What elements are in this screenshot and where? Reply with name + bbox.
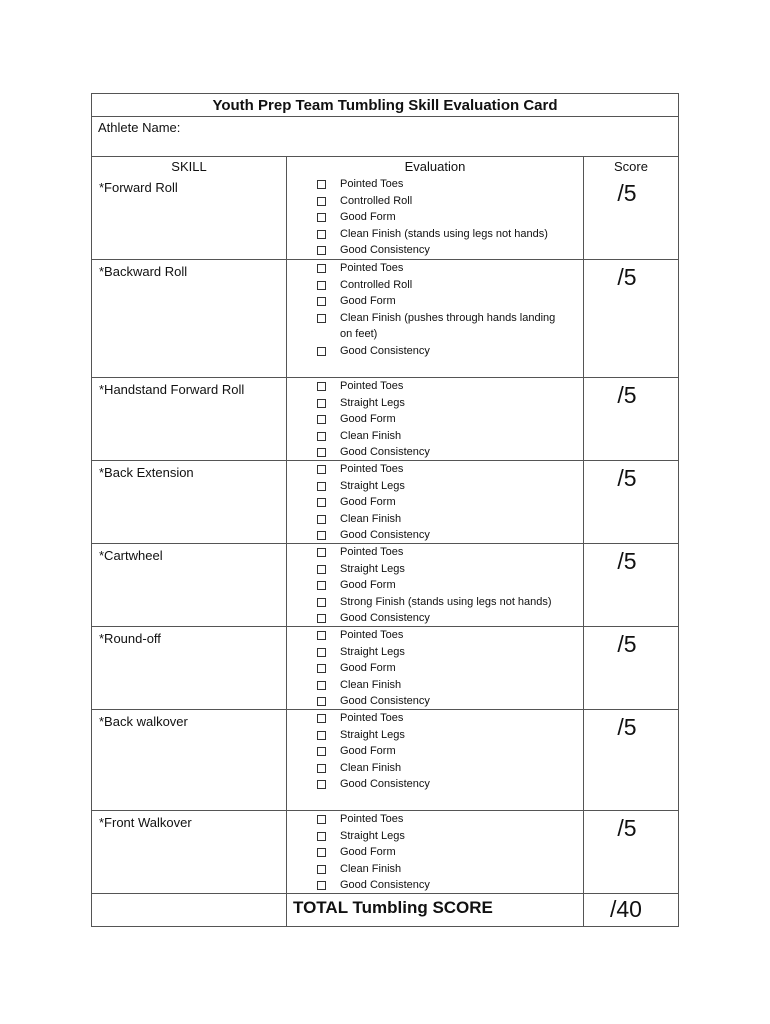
criterion-label: Clean Finish bbox=[340, 862, 402, 875]
skill-row bbox=[92, 709, 678, 810]
criterion-item bbox=[287, 828, 583, 845]
skill-rows bbox=[92, 176, 678, 893]
criterion-item bbox=[287, 461, 583, 478]
skill-name: *Front Walkover bbox=[92, 811, 287, 893]
skill-score[interactable]: /5 bbox=[617, 815, 637, 841]
checkbox[interactable] bbox=[317, 297, 326, 306]
criterion-item bbox=[287, 627, 583, 644]
skill-score[interactable]: /5 bbox=[617, 382, 637, 408]
criterion-label: Clean Finish bbox=[340, 761, 402, 774]
criterion-item bbox=[287, 343, 583, 360]
criterion-item bbox=[287, 378, 583, 395]
skill-row bbox=[92, 259, 678, 377]
checkbox[interactable] bbox=[317, 314, 326, 323]
skill-score[interactable]: /5 bbox=[617, 180, 637, 206]
criterion-item bbox=[287, 677, 583, 694]
criterion-item bbox=[287, 444, 583, 461]
checkbox[interactable] bbox=[317, 681, 326, 690]
criterion-label: Straight Legs bbox=[340, 562, 405, 575]
criteria-list bbox=[287, 710, 583, 793]
skill-row bbox=[92, 626, 678, 709]
total-score: /40 bbox=[610, 896, 642, 922]
checkbox[interactable] bbox=[317, 415, 326, 424]
criteria-cell bbox=[287, 627, 584, 709]
checkbox[interactable] bbox=[317, 565, 326, 574]
criterion-item bbox=[287, 877, 583, 894]
criterion-item bbox=[287, 395, 583, 412]
criteria-list bbox=[287, 260, 583, 359]
skill-row bbox=[92, 176, 678, 259]
criterion-label: Good Consistency bbox=[340, 244, 430, 256]
criterion-label: Good Form bbox=[340, 295, 396, 307]
criterion-item bbox=[287, 561, 583, 578]
criterion-item bbox=[287, 760, 583, 777]
skill-row bbox=[92, 810, 678, 893]
criteria-cell bbox=[287, 176, 584, 259]
criterion-label: Clean Finish (stands using legs not hands) bbox=[340, 227, 548, 240]
checkbox[interactable] bbox=[317, 731, 326, 740]
checkbox[interactable] bbox=[317, 448, 326, 457]
skill-score[interactable]: /5 bbox=[617, 548, 637, 574]
criterion-label: Clean Finish (pushes through hands landing on feet) bbox=[340, 311, 556, 340]
criterion-label: Good Form bbox=[340, 846, 396, 858]
criterion-label: Pointed Toes bbox=[340, 380, 404, 392]
criteria-cell bbox=[287, 811, 584, 893]
skill-name: *Backward Roll bbox=[92, 260, 287, 377]
skill-score[interactable]: /5 bbox=[617, 465, 637, 491]
criteria-list bbox=[287, 378, 583, 461]
checkbox[interactable] bbox=[317, 399, 326, 408]
criterion-label: Good Form bbox=[340, 662, 396, 674]
criterion-item bbox=[287, 176, 583, 193]
header-skill: SKILL bbox=[92, 157, 287, 176]
criterion-item bbox=[287, 710, 583, 727]
criterion-item bbox=[287, 743, 583, 760]
skill-name: *Forward Roll bbox=[92, 176, 287, 259]
checkbox[interactable] bbox=[317, 598, 326, 607]
criterion-label: Clean Finish bbox=[340, 512, 402, 525]
criterion-item bbox=[287, 644, 583, 661]
criterion-item bbox=[287, 527, 583, 544]
checkbox[interactable] bbox=[317, 581, 326, 590]
checkbox[interactable] bbox=[317, 631, 326, 640]
criterion-label: Good Consistency bbox=[340, 529, 430, 541]
skill-name: *Handstand Forward Roll bbox=[92, 378, 287, 460]
criterion-label: Pointed Toes bbox=[340, 546, 404, 558]
criterion-label: Good Form bbox=[340, 496, 396, 508]
checkbox[interactable] bbox=[317, 213, 326, 222]
checkbox[interactable] bbox=[317, 230, 326, 239]
checkbox[interactable] bbox=[317, 614, 326, 623]
criterion-label: Pointed Toes bbox=[340, 463, 404, 475]
criteria-list bbox=[287, 544, 583, 627]
total-label: TOTAL Tumbling SCORE bbox=[287, 894, 584, 926]
checkbox[interactable] bbox=[317, 815, 326, 824]
criterion-label: Clean Finish bbox=[340, 429, 402, 442]
checkbox[interactable] bbox=[317, 848, 326, 857]
criteria-cell bbox=[287, 378, 584, 460]
checkbox[interactable] bbox=[317, 548, 326, 557]
checkbox[interactable] bbox=[317, 780, 326, 789]
criterion-item bbox=[287, 277, 583, 294]
athlete-name-label: Athlete Name: bbox=[98, 120, 181, 135]
checkbox[interactable] bbox=[317, 432, 326, 441]
checkbox[interactable] bbox=[317, 881, 326, 890]
criterion-label: Good Consistency bbox=[340, 612, 430, 624]
criterion-label: Pointed Toes bbox=[340, 262, 404, 274]
criterion-label: Good Consistency bbox=[340, 695, 430, 707]
checkbox[interactable] bbox=[317, 832, 326, 841]
skill-name: *Back Extension bbox=[92, 461, 287, 543]
criterion-label: Good Form bbox=[340, 579, 396, 591]
criterion-label: Good Consistency bbox=[340, 879, 430, 891]
criterion-item bbox=[287, 610, 583, 627]
checkbox[interactable] bbox=[317, 246, 326, 255]
criterion-item bbox=[287, 693, 583, 710]
criterion-item bbox=[287, 727, 583, 744]
skill-row bbox=[92, 377, 678, 460]
checkbox[interactable] bbox=[317, 465, 326, 474]
skill-name: *Back walkover bbox=[92, 710, 287, 810]
criterion-item bbox=[287, 594, 583, 611]
header-evaluation: Evaluation bbox=[287, 157, 584, 176]
criterion-label: Good Form bbox=[340, 413, 396, 425]
criteria-list bbox=[287, 176, 583, 259]
card-title: Youth Prep Team Tumbling Skill Evaluation Card bbox=[212, 96, 558, 114]
checkbox[interactable] bbox=[317, 714, 326, 723]
checkbox[interactable] bbox=[317, 264, 326, 273]
criterion-label: Good Consistency bbox=[340, 344, 430, 357]
criterion-item bbox=[287, 209, 583, 226]
criterion-item bbox=[287, 544, 583, 561]
skill-score[interactable]: /5 bbox=[617, 631, 637, 657]
criterion-item bbox=[287, 293, 583, 310]
criterion-item bbox=[287, 478, 583, 495]
criterion-item bbox=[287, 660, 583, 677]
criterion-label: Straight Legs bbox=[340, 728, 405, 741]
criterion-item bbox=[287, 411, 583, 428]
table-header bbox=[92, 156, 678, 176]
criterion-label: Strong Finish (stands using legs not hands) bbox=[340, 595, 552, 608]
criteria-cell bbox=[287, 461, 584, 543]
skill-name: *Round-off bbox=[92, 627, 287, 709]
criterion-label: Pointed Toes bbox=[340, 629, 404, 641]
skill-row bbox=[92, 543, 678, 626]
criteria-list bbox=[287, 627, 583, 710]
checkbox[interactable] bbox=[317, 664, 326, 673]
criterion-item bbox=[287, 776, 583, 793]
skill-score[interactable]: /5 bbox=[617, 714, 637, 740]
criterion-label: Good Consistency bbox=[340, 446, 430, 458]
criterion-label: Good Form bbox=[340, 745, 396, 757]
skill-score[interactable]: /5 bbox=[617, 264, 637, 290]
criterion-item bbox=[287, 511, 583, 528]
criterion-item bbox=[287, 226, 583, 243]
criterion-item bbox=[287, 242, 583, 259]
criterion-label: Controlled Roll bbox=[340, 278, 413, 291]
criterion-item bbox=[287, 577, 583, 594]
evaluation-card bbox=[91, 93, 679, 927]
checkbox[interactable] bbox=[317, 697, 326, 706]
criterion-item bbox=[287, 494, 583, 511]
checkbox[interactable] bbox=[317, 281, 326, 290]
criterion-label: Clean Finish bbox=[340, 678, 402, 691]
criteria-cell bbox=[287, 544, 584, 626]
checkbox[interactable] bbox=[317, 197, 326, 206]
criterion-label: Straight Legs bbox=[340, 479, 405, 492]
criterion-item bbox=[287, 844, 583, 861]
criterion-item bbox=[287, 260, 583, 277]
criterion-label: Pointed Toes bbox=[340, 712, 404, 724]
skill-row bbox=[92, 460, 678, 543]
checkbox[interactable] bbox=[317, 515, 326, 524]
total-row bbox=[92, 893, 678, 926]
criterion-label: Good Form bbox=[340, 211, 396, 223]
criteria-cell bbox=[287, 260, 584, 377]
skill-name: *Cartwheel bbox=[92, 544, 287, 626]
checkbox[interactable] bbox=[317, 531, 326, 540]
criterion-item bbox=[287, 861, 583, 878]
criteria-list bbox=[287, 811, 583, 894]
criterion-label: Pointed Toes bbox=[340, 178, 404, 190]
checkbox[interactable] bbox=[317, 180, 326, 189]
criteria-list bbox=[287, 461, 583, 544]
checkbox[interactable] bbox=[317, 347, 326, 356]
criterion-label: Pointed Toes bbox=[340, 813, 404, 825]
checkbox[interactable] bbox=[317, 865, 326, 874]
checkbox[interactable] bbox=[317, 482, 326, 491]
athlete-name-field[interactable] bbox=[92, 116, 678, 156]
criterion-label: Straight Legs bbox=[340, 829, 405, 842]
criterion-label: Straight Legs bbox=[340, 645, 405, 658]
criterion-item bbox=[287, 428, 583, 445]
criterion-item bbox=[287, 310, 583, 343]
criterion-item bbox=[287, 193, 583, 210]
checkbox[interactable] bbox=[317, 382, 326, 391]
criterion-label: Straight Legs bbox=[340, 396, 405, 409]
header-score: Score bbox=[614, 159, 648, 174]
checkbox[interactable] bbox=[317, 498, 326, 507]
checkbox[interactable] bbox=[317, 747, 326, 756]
criterion-label: Good Consistency bbox=[340, 778, 430, 790]
checkbox[interactable] bbox=[317, 764, 326, 773]
criteria-cell bbox=[287, 710, 584, 810]
criterion-item bbox=[287, 811, 583, 828]
total-blank-cell bbox=[92, 894, 287, 926]
criterion-label: Controlled Roll bbox=[340, 194, 413, 207]
checkbox[interactable] bbox=[317, 648, 326, 657]
